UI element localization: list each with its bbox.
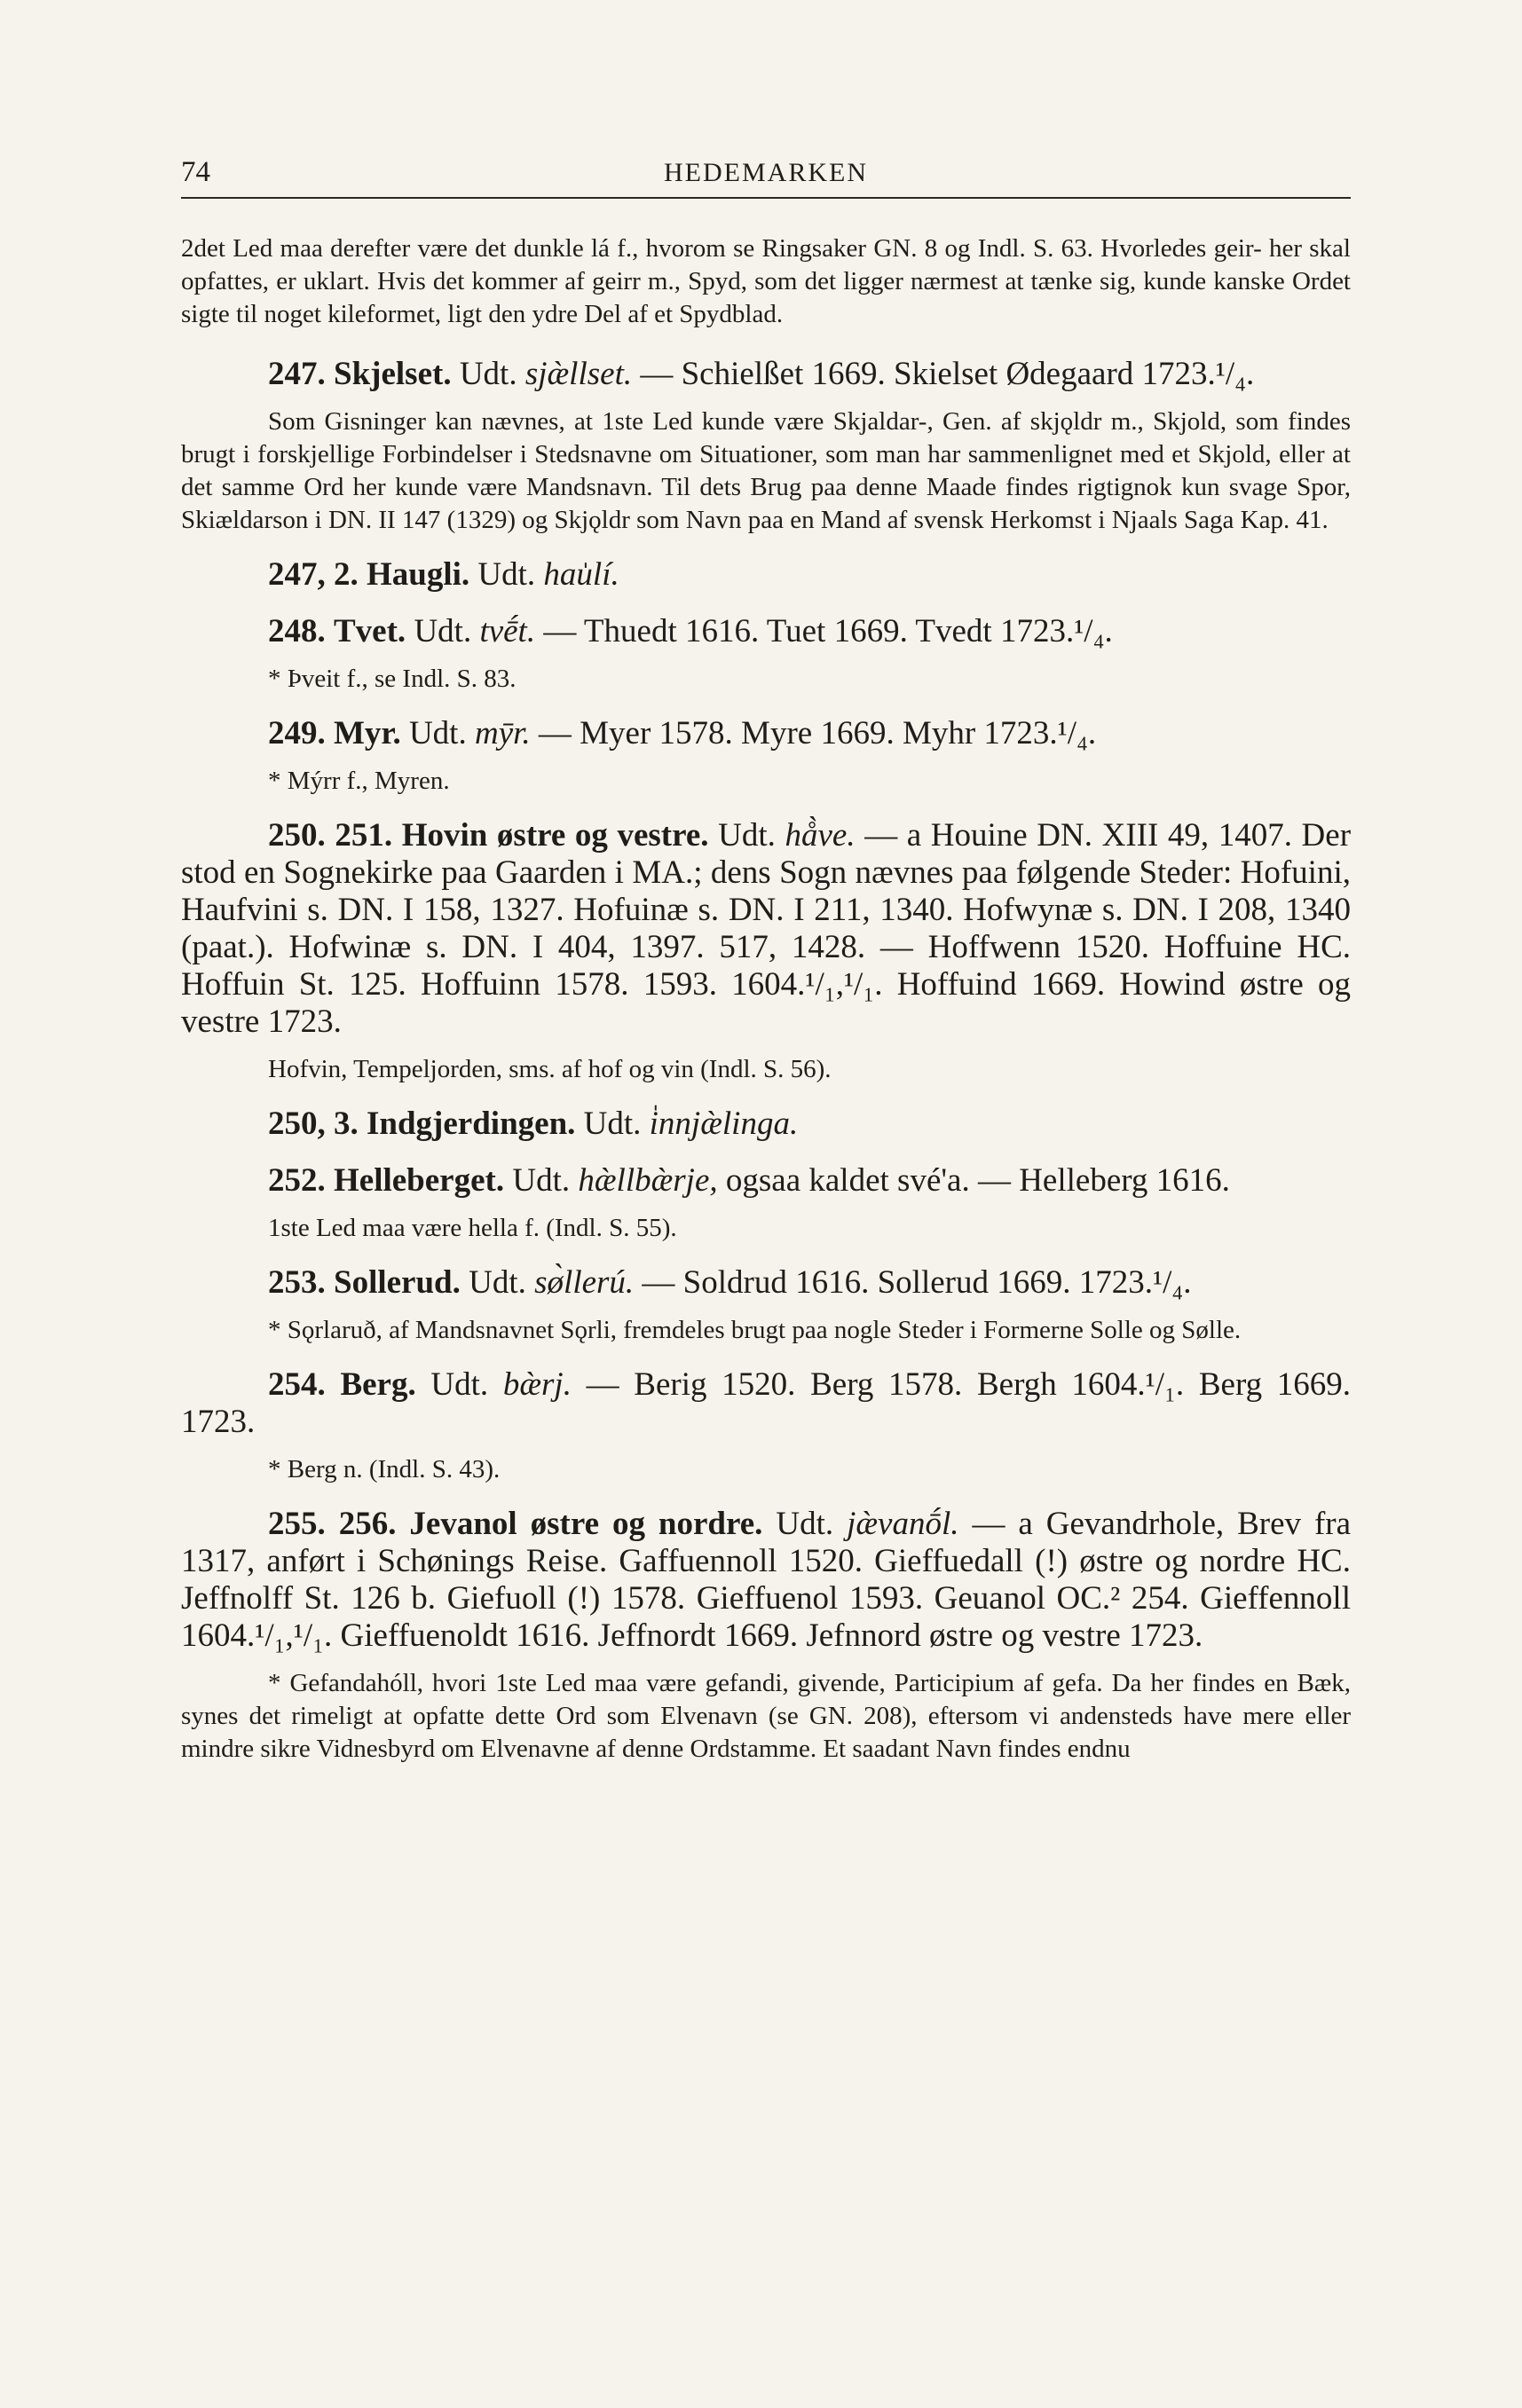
intro-paragraph: 2det Led maa derefter være det dunkle lá f., hvorom se Ringsaker GN. 8 og Indl. S. 63. Hvorledes geir- her skal opfattes, er uklart. Hvis det kommer af geirr m., Spyd, som det ligger nærmest at tænke sig, kunde kanske Ordet sigte til noget kileformet, ligt den ydre Del af et Spydblad. — [181, 234, 1351, 328]
entry-pronunciation: mȳr. — [474, 715, 531, 752]
entry — [181, 1506, 1351, 1766]
entry-note: Hofvin, Tempeljorden, sms. af hof og vin (Indl. S. 56). — [268, 1055, 832, 1083]
entry-note: * Þveit f., se Indl. S. 83. — [268, 665, 517, 693]
entry-name: Berg. — [340, 1366, 416, 1403]
page-content — [181, 232, 1351, 1766]
entry-heading: 249. Myr. Udt. mȳr. — Myer 1578. Myre 1669. Myhr 1723.¹/₄. — [268, 715, 1097, 752]
entry-heading: 250. 251. Hovin østre og vestre. Udt. hå̀ve. — a Houine DN. XIII 49, 1407. Der stod en Sognekirke paa Gaarden i MA.; dens Sogn nævnes paa følgende Steder: Hofuini, Haufvini s. DN. I 158, 1327. Hofuinæ s. DN. I 211, 1340. Hofwynæ s. DN. I 208, 1340 (paat.). Hofwinæ s. DN. I 404, 1397. 517, 1428. — Hoffwenn 1520. Hoffuine HC. Hoffuin St. 125. Hoffuinn 1578. 1593. 1604.¹/₁,¹/₁. Hoffuind 1669. Howind østre og vestre 1723. — [181, 817, 1352, 1040]
entry-heading: 252. Helleberget. Udt. hæ̀llbæ̀rje, ogsaa kaldet své'a. — Helleberg 1616. — [268, 1162, 1230, 1199]
entry-list — [181, 356, 1351, 1766]
entry-pronunciation: hæ̀llbæ̀rje, — [578, 1162, 718, 1199]
entry-forms: — a Gevandrhole, Brev fra 1317, anført i Schønings Reise. Gaffuennoll 1520. Gieffuedall (!) østre og nordre HC. Jeffnolff St. 126 b. Giefuoll (!) 1578. Gieffuenol 1593. Geuanol OC.² 254. Gieffennoll 1604.¹/₁,¹/₁. Gieffuenoldt 1616. Jeffnordt 1669. Jefnnord østre og vestre 1723. — [181, 1506, 1352, 1654]
entry-name: Skjelset. — [334, 356, 452, 392]
entry-number: 250. 251. — [268, 817, 393, 854]
entry-heading: 254. Berg. Udt. bæ̀rj. — Berig 1520. Berg 1578. Bergh 1604.¹/₁. Berg 1669. 1723. — [181, 1366, 1352, 1440]
entry — [181, 556, 1351, 594]
entry-number: 247, 2. — [268, 556, 359, 593]
entry — [181, 1264, 1351, 1347]
entry — [181, 356, 1351, 537]
entry-number: 248. — [268, 613, 326, 649]
entry-note: Som Gisninger kan nævnes, at 1ste Led kunde være Skjaldar-, Gen. af skjǫldr m., Skjold, som findes brugt i forskjellige Forbindelser i Stedsnavne om Situationer, som man har sammenlignet med et Skjold, eller at det samme Ord her kunde være Mandsnavn. Til dets Brug paa denne Maade findes rigtignok kun svage Spor, Skiældarson i DN. II 147 (1329) og Skjǫldr som Navn paa en Mand af svensk Herkomst i Njaals Saga Kap. 41. — [181, 407, 1351, 534]
entry-pronunciation: tvḗt. — [479, 613, 536, 649]
entry-number: 255. 256. — [268, 1506, 397, 1542]
entry-number: 247. — [268, 356, 326, 392]
entry-forms: ogsaa kaldet své'a. — Helleberg 1616. — [717, 1162, 1230, 1199]
entry-forms: — Thuedt 1616. Tuet 1669. Tvedt 1723.¹/₄. — [535, 613, 1113, 649]
entry-heading: 250, 3. Indgjerdingen. Udt. i̍nnjæ̀linga. — [268, 1106, 799, 1142]
entry-pronunciation: bæ̀rj. — [502, 1366, 572, 1403]
entry-name: Tvet. — [334, 613, 406, 649]
entry-pronunciation: sjæ̀llset. — [524, 356, 633, 392]
page-number: 74 — [181, 156, 210, 188]
entry-pronunciation: sø̀llerú. — [534, 1264, 635, 1301]
entry — [181, 817, 1351, 1086]
entry-note: 1ste Led maa være hella f. (Indl. S. 55). — [268, 1214, 677, 1242]
entry-name: Hovin østre og vestre. — [401, 817, 709, 854]
entry — [181, 1366, 1351, 1486]
entry-number: 253. — [268, 1264, 326, 1301]
entry-name: Indgjerdingen. — [367, 1106, 576, 1142]
entry-forms: — Schielßet 1669. Skielset Ødegaard 1723.¹/₄. — [632, 356, 1255, 392]
entry-pronunciation: hau̍lí. — [543, 556, 619, 593]
entry — [181, 1162, 1351, 1245]
entry-number: 250, 3. — [268, 1106, 359, 1142]
entry-note: * Gefandahóll, hvori 1ste Led maa være gefandi, givende, Participium af gefa. Da her findes en Bæk, synes det rimeligt at opfatte dette Ord som Elvenavn (se GN. 208), eftersom vi andensteds have mere eller mindre sikre Vidnesbyrd om Elvenavne af denne Ordstamme. Et saadant Navn findes endnu — [181, 1669, 1351, 1763]
entry-forms: — Berig 1520. Berg 1578. Bergh 1604.¹/₁. Berg 1669. 1723. — [181, 1366, 1352, 1440]
entry-heading: 253. Sollerud. Udt. sø̀llerú. — Soldrud 1616. Sollerud 1669. 1723.¹/₄. — [268, 1264, 1192, 1301]
page-header — [181, 151, 1351, 199]
entry-number: 254. — [268, 1366, 326, 1403]
entry-heading: 248. Tvet. Udt. tvḗt. — Thuedt 1616. Tuet 1669. Tvedt 1723.¹/₄. — [268, 613, 1113, 649]
entry-number: 249. — [268, 715, 326, 752]
entry-pronunciation: hå̀ve. — [785, 817, 856, 854]
entry-name: Haugli. — [367, 556, 470, 593]
entry-note: * Mýrr f., Myren. — [268, 767, 450, 795]
entry — [181, 715, 1351, 798]
entry-number: 252. — [268, 1162, 326, 1199]
entry-heading: 247, 2. Haugli. Udt. hau̍lí. — [268, 556, 619, 593]
entry-forms: — a Houine DN. XIII 49, 1407. Der stod en Sognekirke paa Gaarden i MA.; dens Sogn nævnes paa følgende Steder: Hofuini, Haufvini s. DN. I 158, 1327. Hofuinæ s. DN. I 211, 1340. Hofwynæ s. DN. I 208, 1340 (paat.). Hofwinæ s. DN. I 404, 1397. 517, 1428. — Hoffwenn 1520. Hoffuine HC. Hoffuin St. 125. Hoffuinn 1578. 1593. 1604.¹/₁,¹/₁. Hoffuind 1669. Howind østre og vestre 1723. — [181, 817, 1352, 1040]
entry-name: Jevanol østre og nordre. — [409, 1506, 763, 1542]
entry — [181, 613, 1351, 696]
entry-forms: — Myer 1578. Myre 1669. Myhr 1723.¹/₄. — [530, 715, 1097, 752]
entry-name: Myr. — [334, 715, 401, 752]
entry — [181, 1106, 1351, 1143]
entry-note: * Berg n. (Indl. S. 43). — [268, 1455, 501, 1483]
entry-name: Helleberget. — [334, 1162, 505, 1199]
entry-pronunciation: jæ̀vanṓl. — [847, 1506, 959, 1542]
entry-heading: 255. 256. Jevanol østre og nordre. Udt. jæ̀vanṓl. — a Gevandrhole, Brev fra 1317, anført i Schønings Reise. Gaffuennoll 1520. Gieffuedall (!) østre og nordre HC. Jeffnolff St. 126 b. Giefuoll (!) 1578. Gieffuenol 1593. Geuanol OC.² 254. Gieffennoll 1604.¹/₁,¹/₁. Gieffuenoldt 1616. Jeffnordt 1669. Jefnnord østre og vestre 1723. — [181, 1506, 1352, 1654]
entry-forms: — Soldrud 1616. Sollerud 1669. 1723.¹/₄. — [634, 1264, 1192, 1301]
running-title: HEDEMARKEN — [664, 158, 868, 187]
entry-name: Sollerud. — [334, 1264, 461, 1301]
entry-pronunciation: i̍nnjæ̀linga. — [649, 1106, 799, 1142]
entry-heading: 247. Skjelset. Udt. sjæ̀llset. — Schielßet 1669. Skielset Ødegaard 1723.¹/₄. — [268, 356, 1255, 392]
entry-note: * Sǫrlaruð, af Mandsnavnet Sǫrli, fremdeles brugt paa nogle Steder i Formerne Solle og Sølle. — [268, 1316, 1242, 1344]
